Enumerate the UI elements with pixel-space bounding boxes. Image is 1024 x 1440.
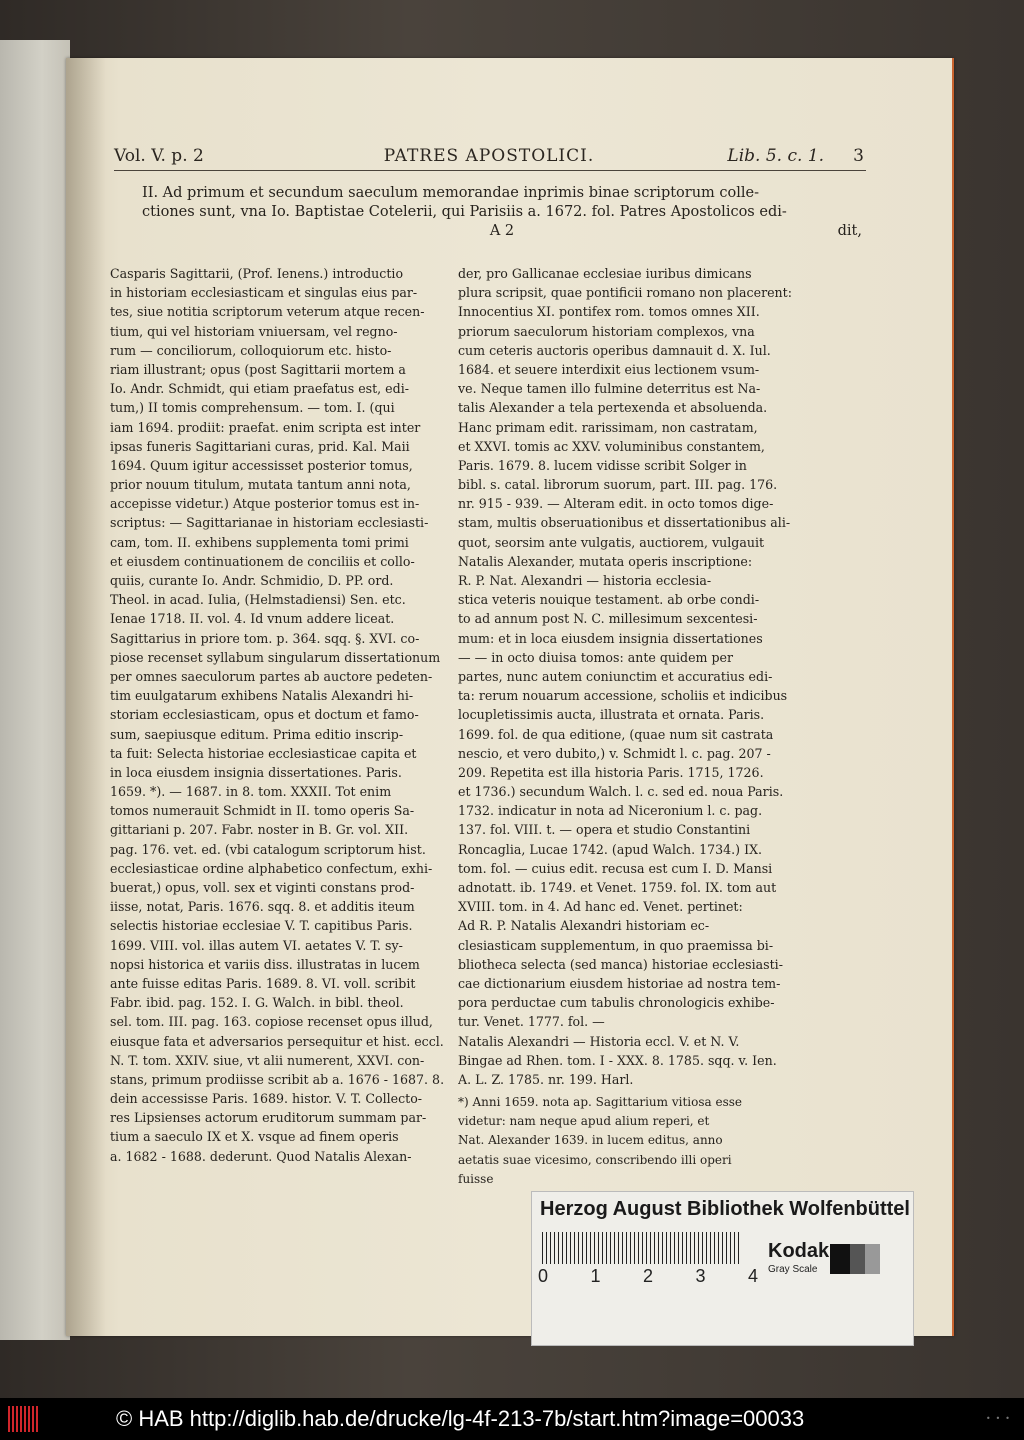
footer-dots: • • • (985, 1414, 1010, 1423)
footnote (458, 1093, 812, 1189)
right-column-line: Natalis Alexandri — Historia eccl. V. et N. V. (458, 1033, 740, 1049)
left-column-line: cam, tom. II. exhibens supplementa tomi primi (110, 534, 409, 550)
left-column-line: N. T. tom. XXIV. siue, vt alii numerent, XXVI. con- (110, 1052, 425, 1068)
left-column-line: iisse, notat, Paris. 1676. sqq. 8. et additis iteum (110, 899, 415, 915)
left-column-line: tium, qui vel historiam vniuersam, vel regno- (110, 323, 398, 339)
header-page-number: 3 (853, 146, 864, 166)
right-column-line: 1699. fol. de qua editione, (quae num sit castrata (458, 726, 774, 742)
right-column-line: Bingae ad Rhen. tom. I - XXX. 8. 1785. sqq. v. Ien. (458, 1052, 777, 1068)
right-column-line: et 1736.) secundum Walch. l. c. sed ed. noua Paris. (458, 784, 784, 800)
left-column-line: a. 1682 - 1688. dederunt. Quod Natalis Alexan- (110, 1148, 412, 1164)
right-column-line: R. P. Nat. Alexandri — historia ecclesia- (458, 573, 712, 588)
left-column-line: ecclesiasticae ordine alphabetico confectum, exhi- (110, 860, 433, 876)
scale-number: 0 (538, 1266, 549, 1286)
left-column-line: tomos numerauit Schmidt in II. tomo operis Sa- (110, 803, 415, 819)
right-column-line: 137. fol. VIII. t. — opera et studio Constantini (458, 822, 751, 838)
previous-page-edge (0, 40, 70, 1340)
right-column-line: bliotheca selecta (sed manca) historiae ecclesiasti- (458, 956, 783, 972)
book-page (66, 58, 954, 1336)
left-column-line: selectis historiae ecclesiae V. T. capitibus Paris. (110, 918, 413, 934)
right-column-line: cae dictionarium eiusdem historiae ad nostra tem- (458, 975, 781, 991)
right-column-line: ve. Neque tamen illo fulmine deterritus est Na- (458, 381, 761, 397)
running-header (114, 146, 864, 170)
header-title: PATRES APOSTOLICI. (383, 146, 595, 166)
right-column-line: A. L. Z. 1785. nr. 199. Harl. (458, 1071, 634, 1087)
left-column-line: per omnes saeculorum partes ab auctore pedeten- (110, 668, 433, 684)
right-column-line: 1684. et seuere interdixit eius lectionem vsum- (458, 361, 760, 377)
left-column-line: nopsi historica et variis diss. illustratas in lucem (110, 956, 420, 972)
right-column-line: mum: et in loca eiusdem insignia dissertationes (458, 630, 763, 646)
right-column-line: nr. 915 - 939. — Alteram edit. in octo tomos dige- (458, 496, 774, 512)
right-column-line: stam, multis obseruationibus et dissertationibus ali- (458, 515, 791, 531)
kodak-brand: Kodak (768, 1240, 830, 1262)
left-column-line: prior nouum titulum, mutata tantum anni nota, (110, 477, 411, 493)
left-column-line: res Lipsienses actorum eruditorum summam par- (110, 1110, 427, 1126)
right-column-line: Hanc primam edit. rarissimam, non castratam, (458, 419, 758, 435)
intro-line: II. Ad primum et secundum saeculum memorandae inprimis binae scriptorum colle- (142, 185, 760, 201)
scale-number: 2 (642, 1266, 653, 1286)
right-column-line: — — in octo diuisa tomos: ante quidem per (458, 649, 734, 665)
right-column-line: Natalis Alexander, mutata operis inscriptione: (458, 553, 753, 569)
library-title: Herzog August Bibliothek Wolfenbüttel (540, 1198, 910, 1220)
footer-url[interactable]: © HAB http://diglib.hab.de/drucke/lg-4f-213-7b/start.htm?image=00033 (116, 1406, 805, 1431)
header-rule (114, 170, 866, 171)
left-column-line: et eiusdem continuationem de conciliis et collo- (110, 553, 415, 569)
right-column-line: et XXVI. tomis ac XXV. voluminibus constantem, (458, 438, 765, 454)
left-column-line: piose recenset syllabum singularum dissertationum (110, 649, 441, 665)
left-column-line: Sagittarius in priore tom. p. 364. sqq. §. XVI. co- (110, 630, 420, 646)
footnote-line: *) Anni 1659. nota ap. Sagittarium vitiosa esse (458, 1095, 742, 1110)
left-column-line: Casparis Sagittarii, (Prof. Ienens.) introductio (110, 266, 404, 281)
right-column-line: to ad annum post N. C. millesimum sexcentesi- (458, 611, 758, 627)
right-column-line: tur. Venet. 1777. fol. — (458, 1014, 605, 1030)
signature-line (142, 220, 862, 242)
header-volume: Vol. V. p. 2 (114, 146, 204, 166)
left-column-line: ante fuisse editas Paris. 1689. 8. VI. voll. scribit (110, 975, 416, 991)
right-column-line: plura scripsit, quae pontificii romano non placerent: (458, 285, 792, 301)
left-column-line: gittariani p. 207. Fabr. noster in B. Gr. vol. XII. (110, 822, 409, 838)
right-column-line: clesiasticam supplementum, in quo praemissa bi- (458, 937, 774, 953)
left-column-line: riam illustrant; opus (post Sagittarii mortem a (110, 361, 406, 377)
left-column-line: tim euulgatarum exhibens Natalis Alexandri hi- (110, 688, 414, 704)
left-column-line: eiusque fata et adversarios persequitur et hist. eccl. (110, 1033, 444, 1049)
right-column-line: ta: rerum nouarum accessione, scholiis et indicibus (458, 688, 788, 704)
left-column-line: stans, primum prodiisse scribit ab a. 1676 - 1687. 8. (110, 1071, 445, 1087)
right-column-line: Ad R. P. Natalis Alexandri historiam ec- (458, 918, 710, 934)
left-column-line: in loca eiusdem insignia dissertationes. Paris. (110, 764, 402, 780)
right-column-line: Paris. 1679. 8. lucem vidisse scribit Solger in (458, 457, 747, 473)
left-column-line: rum — conciliorum, colloquiorum etc. histo- (110, 342, 392, 358)
left-column-line: Io. Andr. Schmidt, qui etiam praefatus est, edi- (110, 381, 409, 397)
left-column-line: iam 1694. prodiit: praefat. enim scripta est inter (110, 419, 421, 435)
right-column-line: Innocentius XI. pontifex rom. tomos omnes XII. (458, 304, 760, 320)
hab-logo-icon (8, 1406, 38, 1432)
intro-line: ctiones sunt, vna Io. Baptistae Cotelerii, qui Parisiis a. 1672. fol. Patres Apostolicos edi- (142, 204, 787, 221)
right-column-line: nescio, et vero dubito,) v. Schmidt l. c. pag. 207 - (458, 745, 771, 761)
left-column-line: dein accessisse Paris. 1689. histor. V. T. Collecto- (110, 1091, 423, 1107)
right-column (458, 264, 812, 1189)
left-column-line: accepisse videtur.) Atque posterior tomus est in- (110, 496, 420, 512)
right-column-line: der, pro Gallicanae ecclesiae iuribus dimicans (458, 266, 752, 281)
left-column-line: pag. 176. vet. ed. (vbi catalogum scriptorum hist. (110, 841, 426, 857)
scale-number: 1 (590, 1266, 601, 1286)
right-column-line: partes, nunc autem coniunctim et accuratius edi- (458, 668, 773, 684)
footnote-line: aetatis suae vicesimo, conscribendo illi operi (458, 1152, 732, 1167)
footnote-line: Nat. Alexander 1639. in lucem editus, anno (458, 1133, 723, 1148)
left-column-line: 1659. *). — 1687. in 8. tom. XXXII. Tot enim (110, 784, 392, 800)
right-column-line: pora perductae cum tabulis chronologicis exhibe- (458, 995, 775, 1011)
left-column-line: tium a saeculo IX et X. vsque ad finem operis (110, 1129, 399, 1145)
gutter-shadow (66, 58, 106, 1336)
scale-number: 4 (747, 1266, 758, 1286)
right-column-line: priorum saeculorum historiam complexos, vna (458, 323, 755, 339)
right-column-line: locupletissimis aucta, illustrata et ornata. Paris. (458, 707, 765, 723)
left-column-line: tum,) II tomis comprehensum. — tom. I. (qui (110, 400, 395, 416)
gray-scale-patch (830, 1244, 880, 1274)
right-column-line: adnotatt. ib. 1749. et Venet. 1759. fol. IX. tom aut (458, 880, 777, 895)
gray-scale-label: Gray Scale (768, 1264, 818, 1275)
intro-paragraph (142, 182, 862, 242)
left-column-line: storiam ecclesiasticam, opus et doctum et famo- (110, 707, 419, 723)
signature-mark: A 2 (489, 223, 515, 240)
catchword: dit, (837, 223, 862, 240)
scale-number: 3 (695, 1266, 706, 1286)
right-column-text (458, 264, 812, 1089)
left-column-line: sum, saepiusque editum. Prima editio inscrip- (110, 726, 404, 742)
left-column-line: ipsas funeris Sagittariani curas, prid. Kal. Maii (110, 438, 410, 454)
left-column (110, 264, 454, 1166)
right-column-line: cum ceteris auctoris operibus damnauit d. X. Iul. (458, 342, 771, 358)
left-column-line: 1694. Quum igitur accessisset posterior tomus, (110, 457, 413, 473)
right-column-line: quot, seorsim ante vulgatis, auctiorem, vulgauit (458, 534, 765, 550)
left-column-line: sel. tom. III. pag. 163. copiose recenset opus illud, (110, 1014, 433, 1030)
left-column-line: Fabr. ibid. pag. 152. I. G. Walch. in bibl. theol. (110, 995, 404, 1011)
scale-numbers (538, 1266, 758, 1287)
left-column-line: Theol. in acad. Iulia, (Helmstadiensi) Sen. etc. (110, 592, 406, 608)
left-column-line: in historiam ecclesiasticam et singulas eius par- (110, 285, 418, 301)
footer-bar (0, 1398, 1024, 1440)
right-column-line: 209. Repetita est illa historia Paris. 1715, 1726. (458, 764, 764, 780)
right-column-line: stica veteris nouique testament. ab orbe condi- (458, 592, 760, 608)
scale-ruler (542, 1232, 742, 1264)
right-column-line: XVIII. tom. in 4. Ad hanc ed. Venet. pertinet: (458, 899, 743, 915)
left-column-line: buerat,) opus, voll. sex et viginti constans prod- (110, 880, 415, 895)
right-column-line: 1732. indicatur in nota ad Niceronium l. c. pag. (458, 803, 763, 819)
left-column-line: scriptus: — Sagittarianae in historiam ecclesiasti- (110, 515, 429, 531)
right-column-line: bibl. s. catal. librorum suorum, part. III. pag. 176. (458, 477, 778, 493)
footnote-line: videtur: nam neque apud alium reperi, et (458, 1114, 710, 1129)
left-column-line: ta fuit: Selecta historiae ecclesiasticae capita et (110, 745, 417, 761)
header-book-chapter: Lib. 5. c. 1. (727, 146, 824, 166)
right-column-line: talis Alexander a tela pertexenda et absoluenda. (458, 400, 768, 416)
left-column-line: Ienae 1718. II. vol. 4. Id vnum addere liceat. (110, 611, 395, 627)
right-column-line: tom. fol. — cuius edit. recusa est cum I. D. Mansi (458, 860, 773, 876)
library-label (531, 1191, 914, 1346)
footnote-line: fuisse (458, 1171, 494, 1186)
left-column-line: quiis, curante Io. Andr. Schmidio, D. PP. ord. (110, 573, 394, 588)
left-column-line: tes, siue notitia scriptorum veterum atque recen- (110, 304, 425, 320)
right-column-line: Roncaglia, Lucae 1742. (apud Walch. 1734.) IX. (458, 841, 763, 857)
left-column-line: 1699. VIII. vol. illas autem VI. aetates V. T. sy- (110, 937, 403, 953)
